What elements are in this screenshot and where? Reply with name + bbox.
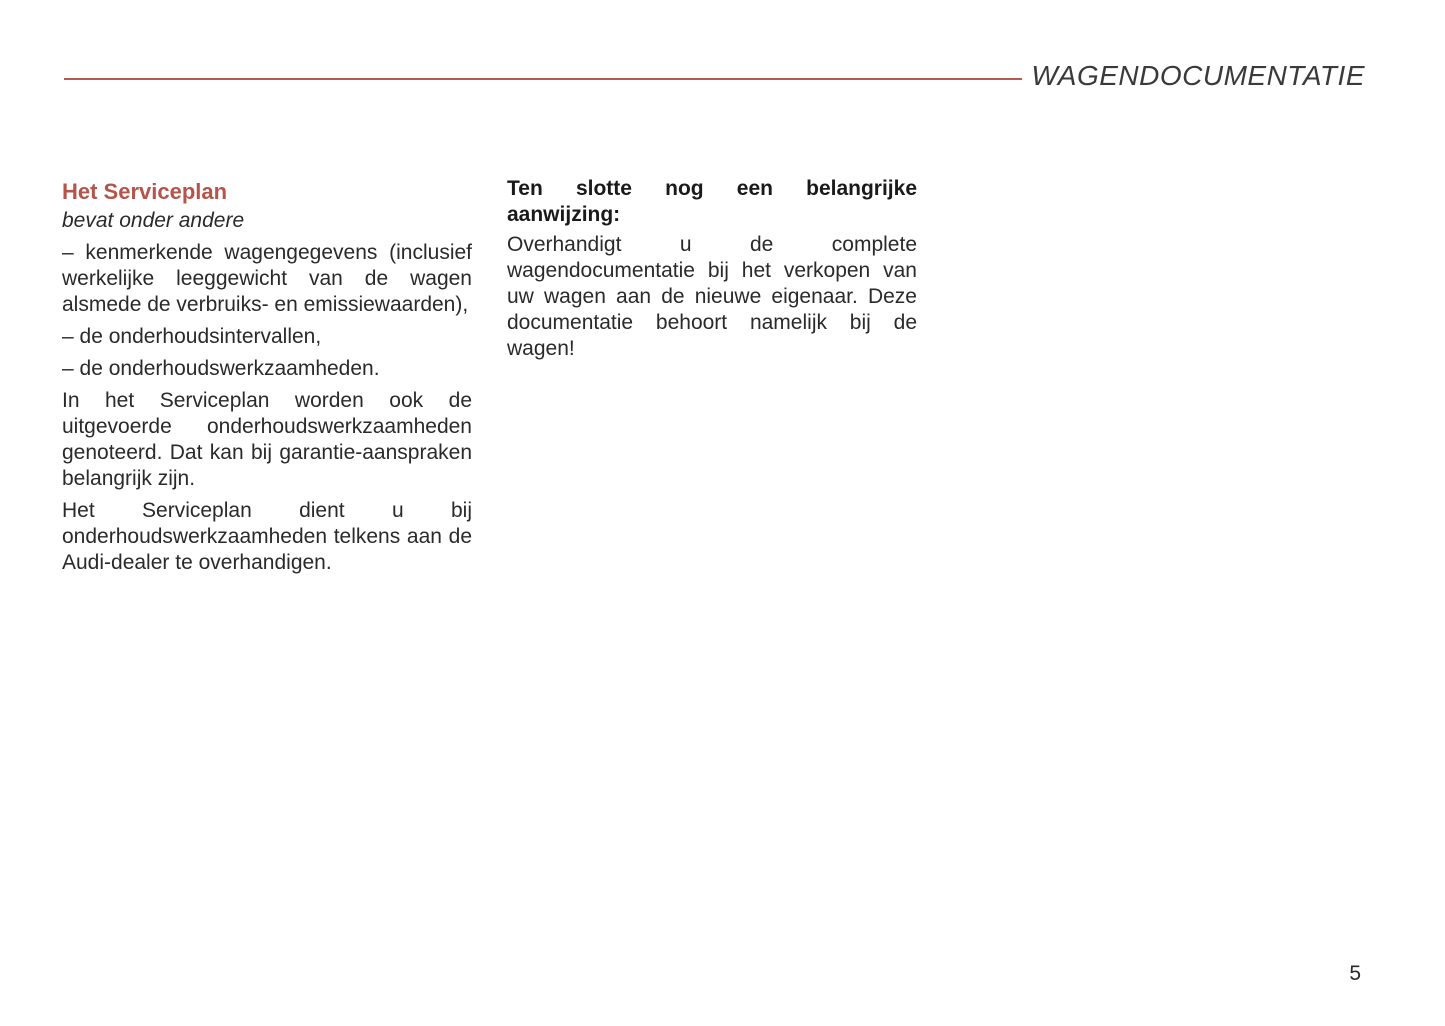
page-section-title: WAGENDOCUMENTATIE — [1031, 60, 1365, 91]
serviceplan-paragraph: Het Serviceplan dient u bij onderhoudswerkzaamheden telkens aan de Audi-dealer te overhandigen. — [62, 499, 472, 574]
left-column — [62, 176, 472, 582]
important-note-heading: Ten slotte nog een belangrijke aanwijzing: — [507, 177, 917, 226]
list-item: – de onderhoudswerkzaamheden. — [62, 357, 380, 380]
serviceplan-list — [62, 240, 472, 382]
serviceplan-paragraph: In het Serviceplan worden ook de uitgevoerde onderhoudswerkzaamheden genoteerd. Dat kan bij garantie-aanspraken belangrijk zijn. — [62, 389, 472, 490]
list-item: – kenmerkende wagengegevens (inclusief werkelijke leeggewicht van de wagen alsmede de verbruiks- en emissiewaarden), — [62, 241, 472, 316]
list-item: – de onderhoudsintervallen, — [62, 325, 322, 348]
important-note-paragraph: Overhandigt u de complete wagendocumentatie bij het verkopen van uw wagen aan de nieuwe eigenaar. Deze documentatie behoort namelijk bij de wagen! — [507, 233, 917, 360]
header-rule — [64, 78, 1022, 80]
page-number: 5 — [1349, 962, 1361, 985]
right-column — [507, 176, 917, 368]
serviceplan-subtitle: bevat onder andere — [62, 209, 245, 232]
serviceplan-heading: Het Serviceplan — [62, 179, 228, 204]
